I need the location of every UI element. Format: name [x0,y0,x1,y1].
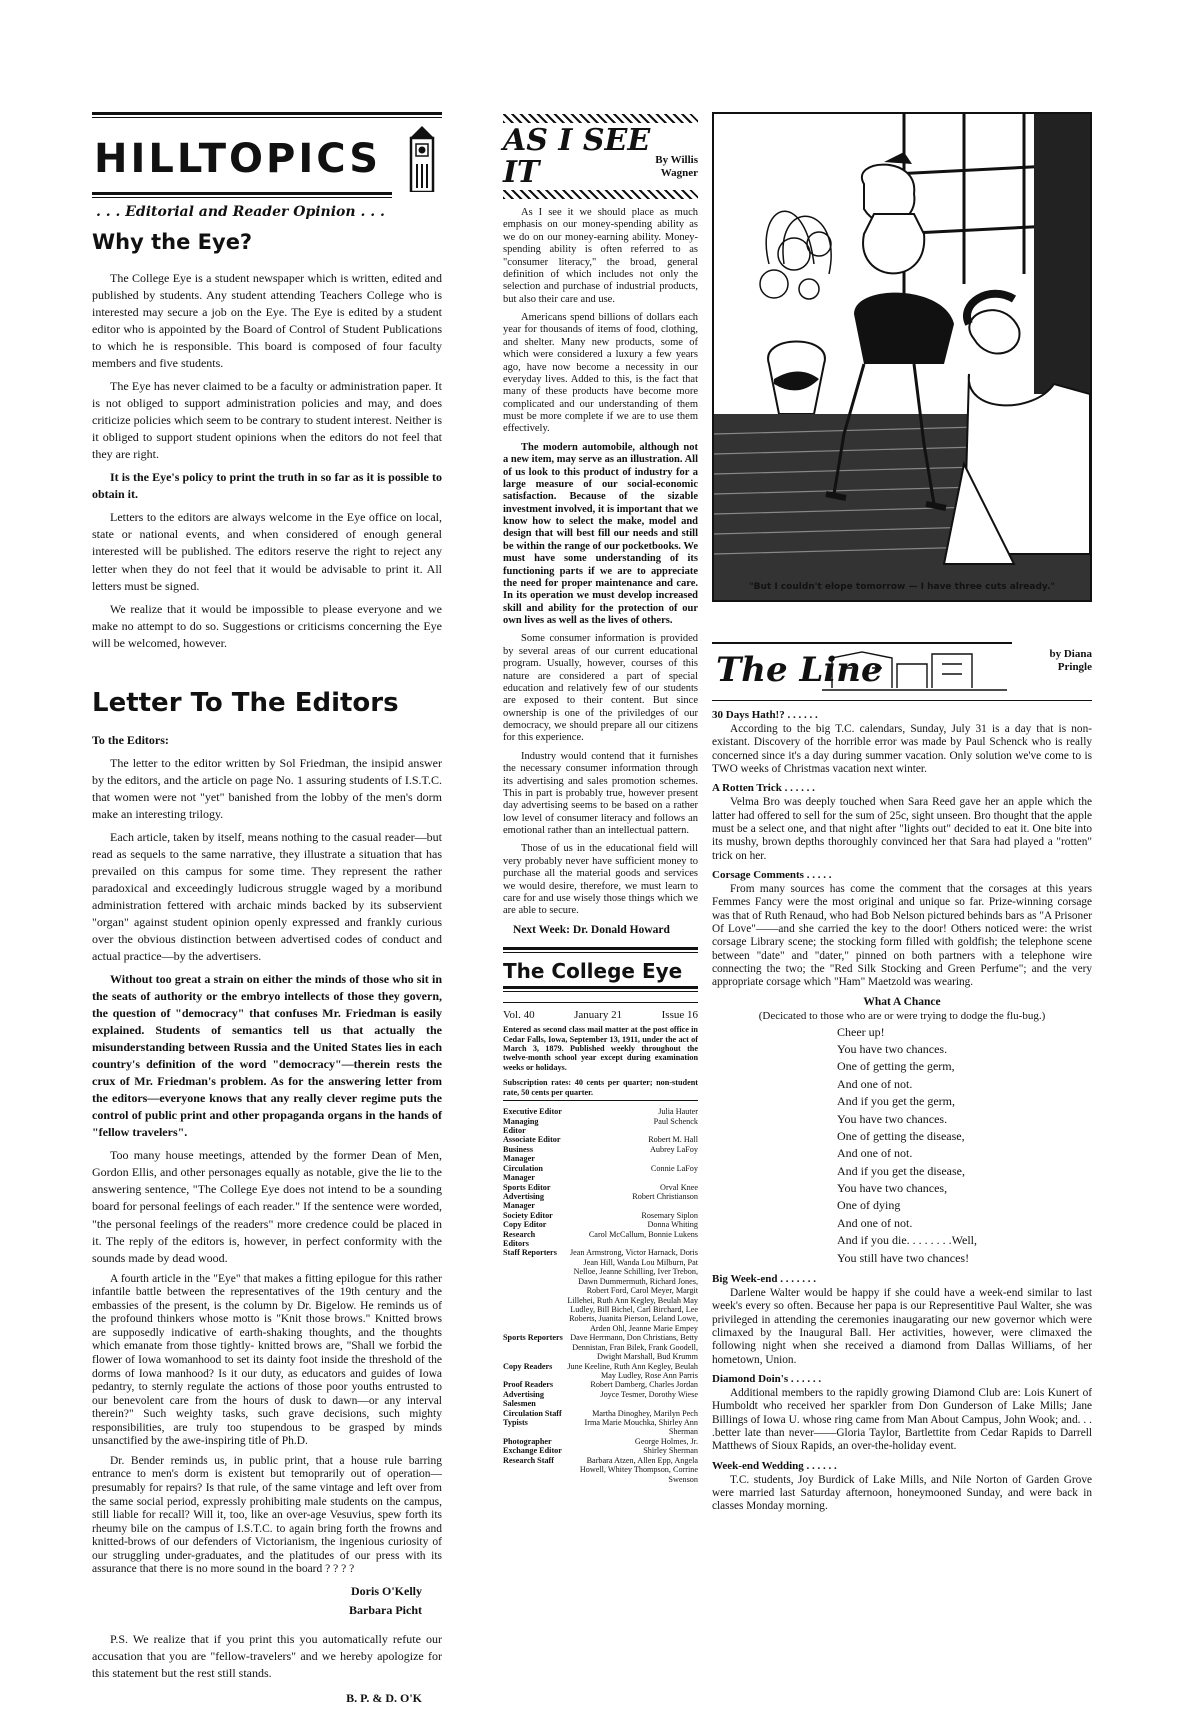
staff-row [503,1418,698,1437]
letter-signer: Barbara Picht [349,1603,422,1617]
staff-role: Circulation Manager [503,1163,543,1183]
poem-line: You have two chances, [837,1181,948,1196]
letter-heading: Letter To The Editors [92,687,399,718]
section-heading: 30 Days Hath!? . . . . . . [712,709,818,721]
staff-names: Robert Christianson [632,1191,698,1201]
staff-row [503,1409,698,1418]
staff-row [503,1145,698,1164]
staff-names: Martha Dinoghey, Marilyn Pech [592,1408,698,1418]
masthead-rule [503,986,698,992]
staff-names: Dave Herrmann, Don Christians, Betty Dennistan, Fran Bilek, Frank Goodell, Dwight Marshall, Bud Krumm [570,1333,698,1362]
poem-line: And if you get the germ, [837,1094,955,1109]
poem-line: And one of not. [837,1146,913,1161]
hilltopics-tagline: . . . Editorial and Reader Opinion . . . [96,204,385,220]
staff-names: Joyce Tesmer, Dorothy Wiese [600,1389,698,1399]
staff-role: Sports Editor [503,1182,551,1192]
poem-line: One of getting the disease, [837,1128,965,1143]
poem-line: You have two chances. [837,1041,948,1056]
staff-row [503,1183,698,1192]
letter-signer: Doris O'Kelly [351,1583,422,1598]
byline-line: by Diana [1049,648,1092,660]
ps-signature: B. P. & D. O'K [346,1691,422,1706]
letter-paragraph: Each article, taken by itself, means nothing to the casual reader—but read as sequels to the same narrative, they illustrate a situation that has prevailed on this campus for some time. They represent the rather paradoxical and exceedingly ludicrous struggle waged by a moribund administration fettered with archaic minds backed by its subservient "organ" against student opinion openly expressed and frankly curious over the obvious distinction between advertised codes of conduct and actual practice—by the advertisers. [92,829,442,964]
the-line-header [712,642,1092,701]
staff-row [503,1107,698,1116]
eye-paragraph: We realize that it would be impossible to please everyone and we make no attempt to do so. Suggestions or criticisms concerning the Eye will be welcomed, however. [92,601,442,650]
byline-line: By Willis [655,153,698,166]
poem-line: You still have two chances! [837,1250,970,1265]
section-body: Additional members to the rapidly growing Diamond Club are: Lois Kunert of Humboldt who received her sparkler from Don Gunderson of Lake Mills; Jane Billings of Iowa U. whose ring came from Man About Campus, John Wook; and. . . .better late than never——Gloria Taylor, Bartlettite from Cedar Rapids to Darrell Matthews of Sioux Rapids, an over-the-holiday event. [712,1387,1092,1453]
letter-paragraph: Dr. Bender reminds us, in public print, that a house rule barring entrance to men's dorm is existent but temoprarily out of operation—presumably for repairs? Is that rule, of the same vintage and left over from the same social period, expressly prohibiting male students on the campus, still liable for recall? Will it, too, like an over-age Vesuvius, spew forth its rheumy bile on the campus of I.S.T.C. to again bring forth the frowns and knitted-brows of our defenders of Victorianism, the ingenious curiosity of our struggling under-graduates, and the platitudes of our press with its assurance that there is no more sound in the board ? ? ? ? [92,1454,442,1576]
staff-names: Rosemary Siplon [641,1210,698,1220]
letter-salutation: To the Editors: [92,732,169,747]
the-line-logo-text: The Line [716,650,883,690]
section-heading: Corsage Comments . . . . . [712,868,832,881]
as-i-see-it-title [503,125,650,188]
column-paragraph: Some consumer information is provided by several areas of our current educational program. Usually, however, courses of this nature are considered a part of special education and relatively few of our students are exposed to their content. But since ownership is one of the priviledges of our democracy, we should prepare all our citizens for this experience. [503,633,698,744]
staff-role: Advertising Manager [503,1191,544,1211]
staff-names: George Holmes, Jr. [634,1436,698,1446]
staff-role: Research Staff [503,1455,555,1465]
poem-line: One of getting the germ, [837,1059,955,1074]
staff-row [503,1220,698,1229]
staff-row [503,1437,698,1446]
eye-paragraph: The College Eye is a student newspaper which is written, edited and published by students. Any student attending Teachers College who is interested may secure a job on the Eye. The Eye is edited by a student editor who is appointed by the Board of Control of Student Publications to which he is responsible. This board is composed of four faculty members and five students. [92,271,442,371]
staff-names: Aubrey LaFoy [650,1144,698,1154]
staff-row [503,1456,698,1484]
staff-names: Robert Damberg, Charles Jordan [590,1380,698,1390]
volume: Vol. 40 [503,1009,535,1022]
hilltopics-title: HILLTOPICS [94,136,382,182]
staff-names: Irma Marie Mouchka, Shirley Ann Sherman [584,1418,698,1437]
skyline-sketch-icon [712,644,1012,700]
right-column [712,112,1092,1520]
hilltopics-column [92,112,442,1709]
staff-names: Shirley Sherman [643,1446,698,1456]
staff-names: Orval Knee [660,1182,698,1192]
staff-row [503,1390,698,1409]
issue-date: January 21 [574,1009,623,1022]
the-line-logo [712,642,1012,700]
section-body: Velma Bro was deeply touched when Sara Reed gave her an apple which the latter had offered to sell for the sum of 25c, sight unseen. Bro thought that the apple must be a select one, and that night after "lights out" decided to eat it. One bite into its mushy, brown depths thoroughly convinced her that Sara had played a "rotten" trick on her. [712,796,1092,862]
cartoon-caption: "But I couldn't elope tomorrow — I have three cuts already." [748,582,1056,592]
masthead-rule [92,192,392,198]
staff-role: Advertising Salesmen [503,1389,544,1409]
column-paragraph: Those of us in the educational field will very probably never have sufficient money to purchase all the material goods and services we would desire, therefore, we must learn to care for and use wisely those things which we are able to secure. [503,843,698,917]
wave-border-top [503,114,698,123]
section-heading: Week-end Wedding . . . . . . [712,1459,837,1472]
hilltopics-masthead [92,118,442,192]
staff-row [503,1248,698,1333]
issue-info [503,1002,698,1021]
staff-names: Paul Schenck [653,1116,698,1126]
the-line-byline [1050,648,1093,674]
staff-row [503,1362,698,1381]
staff-names: June Keeline, Ruth Ann Kegley, Beulah May Ludley, Rose Ann Parris [567,1361,698,1380]
as-i-see-it-column [503,112,698,1484]
staff-row [503,1117,698,1136]
postscript: P.S. We realize that if you print this you automatically refute our accusation that you are "fellow-travelers" and we hereby apologize for this statement but the rest still stands. [92,1632,442,1681]
staff-names: Julia Hauter [658,1107,698,1117]
wave-border-bottom [503,190,698,199]
poem-line: And one of not. [837,1215,913,1230]
letter-paragraph: Without too great a strain on either the minds of those who sit in the seats of authority or the embryo intellects of those they govern, the question of "democracy" that confuses Mr. Friedman is easily explained. Students of semantics tell us that actually the misunderstanding between Russia and the United States lies in each country's definition of the word "democracy"—therein rests the crux of Mr. Friedman's problem. As for the answering letter from the editors—everyone knows that any really clever regime puts the control of public print and other propaganda organs in the hands of "fellow travelers". [92,972,442,1140]
staff-names: Carol McCallum, Bonnie Lukens [588,1229,698,1239]
entered-notice: Entered as second class mail matter at the post office in Cedar Falls, Iowa, September 13, 1911, under the act of March 3, 1879. Published weekly throughout the twelve-month school year except during examination weeks or holidays. [503,1025,698,1072]
staff-row [503,1333,698,1361]
campanile-tower-icon [404,126,440,192]
staff-row [503,1230,698,1249]
poem-line: One of dying [837,1198,901,1213]
column-paragraph: Industry would contend that it furnishes the necessary consumer information through its advertising and sales promotion schemes. This in part is probably true, however present day advertising seems to be based on a rather low level of consumer literacy and follows an emotional rather than an intellectual pattern. [503,750,698,836]
subscription-rates: Subscription rates: 40 cents per quarter; non-student rate, 50 cents per quarter. [503,1078,698,1101]
staff-row [503,1211,698,1220]
staff-role: Executive Editor [503,1107,562,1117]
eye-paragraph: The Eye has never claimed to be a faculty or administration paper. It is not obliged to support administration policies and may, and does criticize policies which seem to be contrary to student interest. Neither is it obliged to support student opinions when the editors do not feel that they are right. [92,379,442,462]
section-heading: A Rotten Trick . . . . . . [712,782,815,795]
poem-title: What A Chance [863,995,941,1008]
letter-paragraph: A fourth article in the "Eye" that makes a fitting epilogue for this rather infantile battle between the representatives of the 19th century and the embassies of the present, is the column by Dr. Bigelow. He reminds us of the profound thinkers whose motto is "Knit those brows." Knitted brows are supposedly indicative of earth-shaking thoughts, and the thoughts which emanate from those tightly- knitted brows are, "Shall we forbid the flower of Iowa womanhood to set its dainty foot inside the threshold of the dorms of Iowa manhood? Is it our duty, as educators and guides of Iowa pedantry, to sternly regulate the actions of those poor youths entrusted to our benevolent care from the hours of dusk to dawn—or any interval therein?" Such weighty tasks, such grave decisions, such mighty responsibilities, are truly too stupendous to be grasped by minds unsanctified by the awe-inspiring title of Ph.D. [92,1272,442,1448]
poem-line: And if you die. . . . . . . .Well, [837,1233,978,1248]
cartoon-illustration [712,112,1092,602]
column-paragraph: The modern automobile, although not a new item, may serve as an illustration. All of us look to this product of industry for a large measure of our social-economic satisfaction. Because of the sizable investment involved, it is important that we know how to select the make, model and design that will best fill our needs and still be within the range of our pocketbooks. We must have some understanding of its functioning parts if we are to appreciate the need for proper maintenance and care. In its operation we must develop increased skill and ability for the protection of our own lives as well as the lives of others. [503,441,698,626]
title-line: IT [503,154,540,190]
staff-role: Copy Readers [503,1361,553,1371]
as-i-see-it-byline [655,154,698,180]
letter-paragraph: Too many house meetings, attended by the former Dean of Men, Gordon Ellis, and other personages equally as notable, give the lie to the answering sentence, "The College Eye does not intend to be a sounding board for personal feelings of each reader." If the sentence were worded, "the personal feelings of the readers" more credence could be placed in it. The reply of the editors is, however, in perfect conformity with the sounds made by dead wood. [92,1148,442,1265]
issue-number: Issue 16 [661,1009,698,1022]
staff-role: Proof Readers [503,1380,554,1390]
section-body: Darlene Walter would be happy if she could have a week-end similar to last week's every so often. Because her papa is our Representitive Paul Walter, she was privileged in attending the ceremonies inaugarating our new governor which were climaxed by the Inaugural Ball. Her activities, however, were climaxed the following night when she received a diamond from Dallas Williams, of her hometown, Union. [712,1287,1092,1366]
staff-names: Barbara Atzen, Allen Epp, Angela Howell, Whitey Thompson, Corrine Swenson [579,1455,698,1484]
poem-line: And if you get the disease, [837,1163,965,1178]
column-paragraph: Americans spend billions of dollars each year for thousands of items of food, clothing, and shelter. Many new products, some of which were considered a luxury a few years ago, have now become a necessity in our everyday lives. Added to this, is the fact that many of these products have become more complicated and our understanding of them must be more complete if we are to use them effectively. [503,312,698,435]
eye-heading: Why the Eye? [92,230,253,254]
staff-role: Managing Editor [503,1116,539,1135]
staff-role: Photographer [503,1436,552,1446]
staff-names: Jean Armstrong, Victor Harnack, Doris Jean Hill, Wanda Lou Milburn, Pat Nelloe, Jeanne Schilling, Iver Trebon, Dawn Dummermuth, Richard Jones, Robert Ford, Carol Meyer, Margit Lillehei, Ruth Ann Kegley, Beulah May Ludley, Bill Bichel, Carl Birchard, Lee Roberts, Juanita Pierson, Leland Lowe, Arden Ohl, Jeanne Marie Empey [567,1248,698,1333]
masthead-rule [503,947,698,953]
letter-paragraph: The letter to the editor written by Sol Friedman, the insipid answer by the editors, and the article on page No. 1 assuring students of I.S.T.C. that women were not "yet" banished from the lobby of the men's dorm make an interesting trilogy. [92,755,442,821]
staff-role: Circulation Staff [503,1408,562,1418]
staff-role: Associate Editor [503,1135,561,1145]
poem-line: And one of not. [837,1076,913,1091]
section-body: T.C. students, Joy Burdick of Lake Mills, and Nile Norton of Garden Grove were married last Saturday afternoon, honeymooned Sunday, and were back in classes Monday morning. [712,1473,1092,1513]
title-line: AS I SEE [503,123,651,158]
staff-names: Robert M. Hall [648,1135,698,1145]
staff-row [503,1380,698,1389]
next-week-note: Next Week: Dr. Donald Howard [513,923,670,936]
staff-role: Sports Reporters [503,1333,563,1343]
as-i-see-it-header [503,125,698,188]
column-paragraph: As I see it we should place as much emphasis on our money-spending ability as we do on our money-earning ability. Money-spending ability is often referred to as "consumer literacy," the broad, general definition of which includes not only the selection and purchase of industrial products, but also their care and use. [503,207,698,305]
college-eye-masthead-title: The College Eye [503,959,683,984]
staff-role: Typists [503,1418,528,1428]
eye-policy-paragraph: It is the Eye's policy to print the truth in so far as it is possible to obtain it. [92,470,442,502]
byline-line: Pringle [1057,661,1092,674]
cartoon-drawing [714,114,1090,600]
section-heading: Diamond Doin's . . . . . . [712,1373,822,1386]
staff-row [503,1135,698,1144]
poem-line: You have two chances. [837,1111,948,1126]
staff-role: Society Editor [503,1210,553,1220]
staff-row [503,1446,698,1455]
staff-role: Copy Editor [503,1220,547,1230]
poem-dedication: (Decicated to those who are or were trying to dodge the flu-bug.) [758,1009,1046,1022]
staff-row [503,1164,698,1183]
poem-line: Cheer up! [837,1024,885,1039]
staff-role: Exchange Editor [503,1446,562,1456]
section-body: According to the big T.C. calendars, Sunday, July 31 is a day that is non-existant. Discovery of the horrible error was made by Paul Schenck who is really concerned since it's a day during summer vacation. Only solution we've come to is TWO weeks of Christmas vacation next winter. [712,723,1092,775]
staff-role: Staff Reporters [503,1248,557,1258]
staff-list [503,1107,698,1484]
eye-paragraph: Letters to the editors are always welcome in the Eye office on local, state or national events, and when considered of enough general interested will be published. The editors reserve the right to reject any letter when they do not feel that it would be advisable to print it. All letters must be signed. [92,510,442,593]
poem [837,1024,1092,1267]
staff-names: Connie LaFoy [650,1163,698,1173]
section-body: From many sources has come the comment that the corsages at this years Femmes Fancy were the most original and unique so far. Prize-winning corsage was that of Ruth Renaud, who had Bob Nelson pictured behinds bars as "A Prisoner Of Love"——and she carried the key to the door! Others noticed were: the wrist corsage Library scene; the stocking form filled with goldfish; the telephone scene between "date" and "dater," pinned on both partners with a telephone wire connecting the two; the "Red Silk Stocking and Green Perfume"; and the very appropriate corsage which "Ham" Maetzold was wearing. [712,882,1092,989]
section-heading: Big Week-end . . . . . . . [712,1273,817,1286]
byline-line: Wagner [660,166,698,179]
staff-names: Donna Whiting [647,1220,698,1230]
staff-row [503,1192,698,1211]
staff-role: Research Editors [503,1229,536,1249]
staff-role: Business Manager [503,1144,535,1164]
